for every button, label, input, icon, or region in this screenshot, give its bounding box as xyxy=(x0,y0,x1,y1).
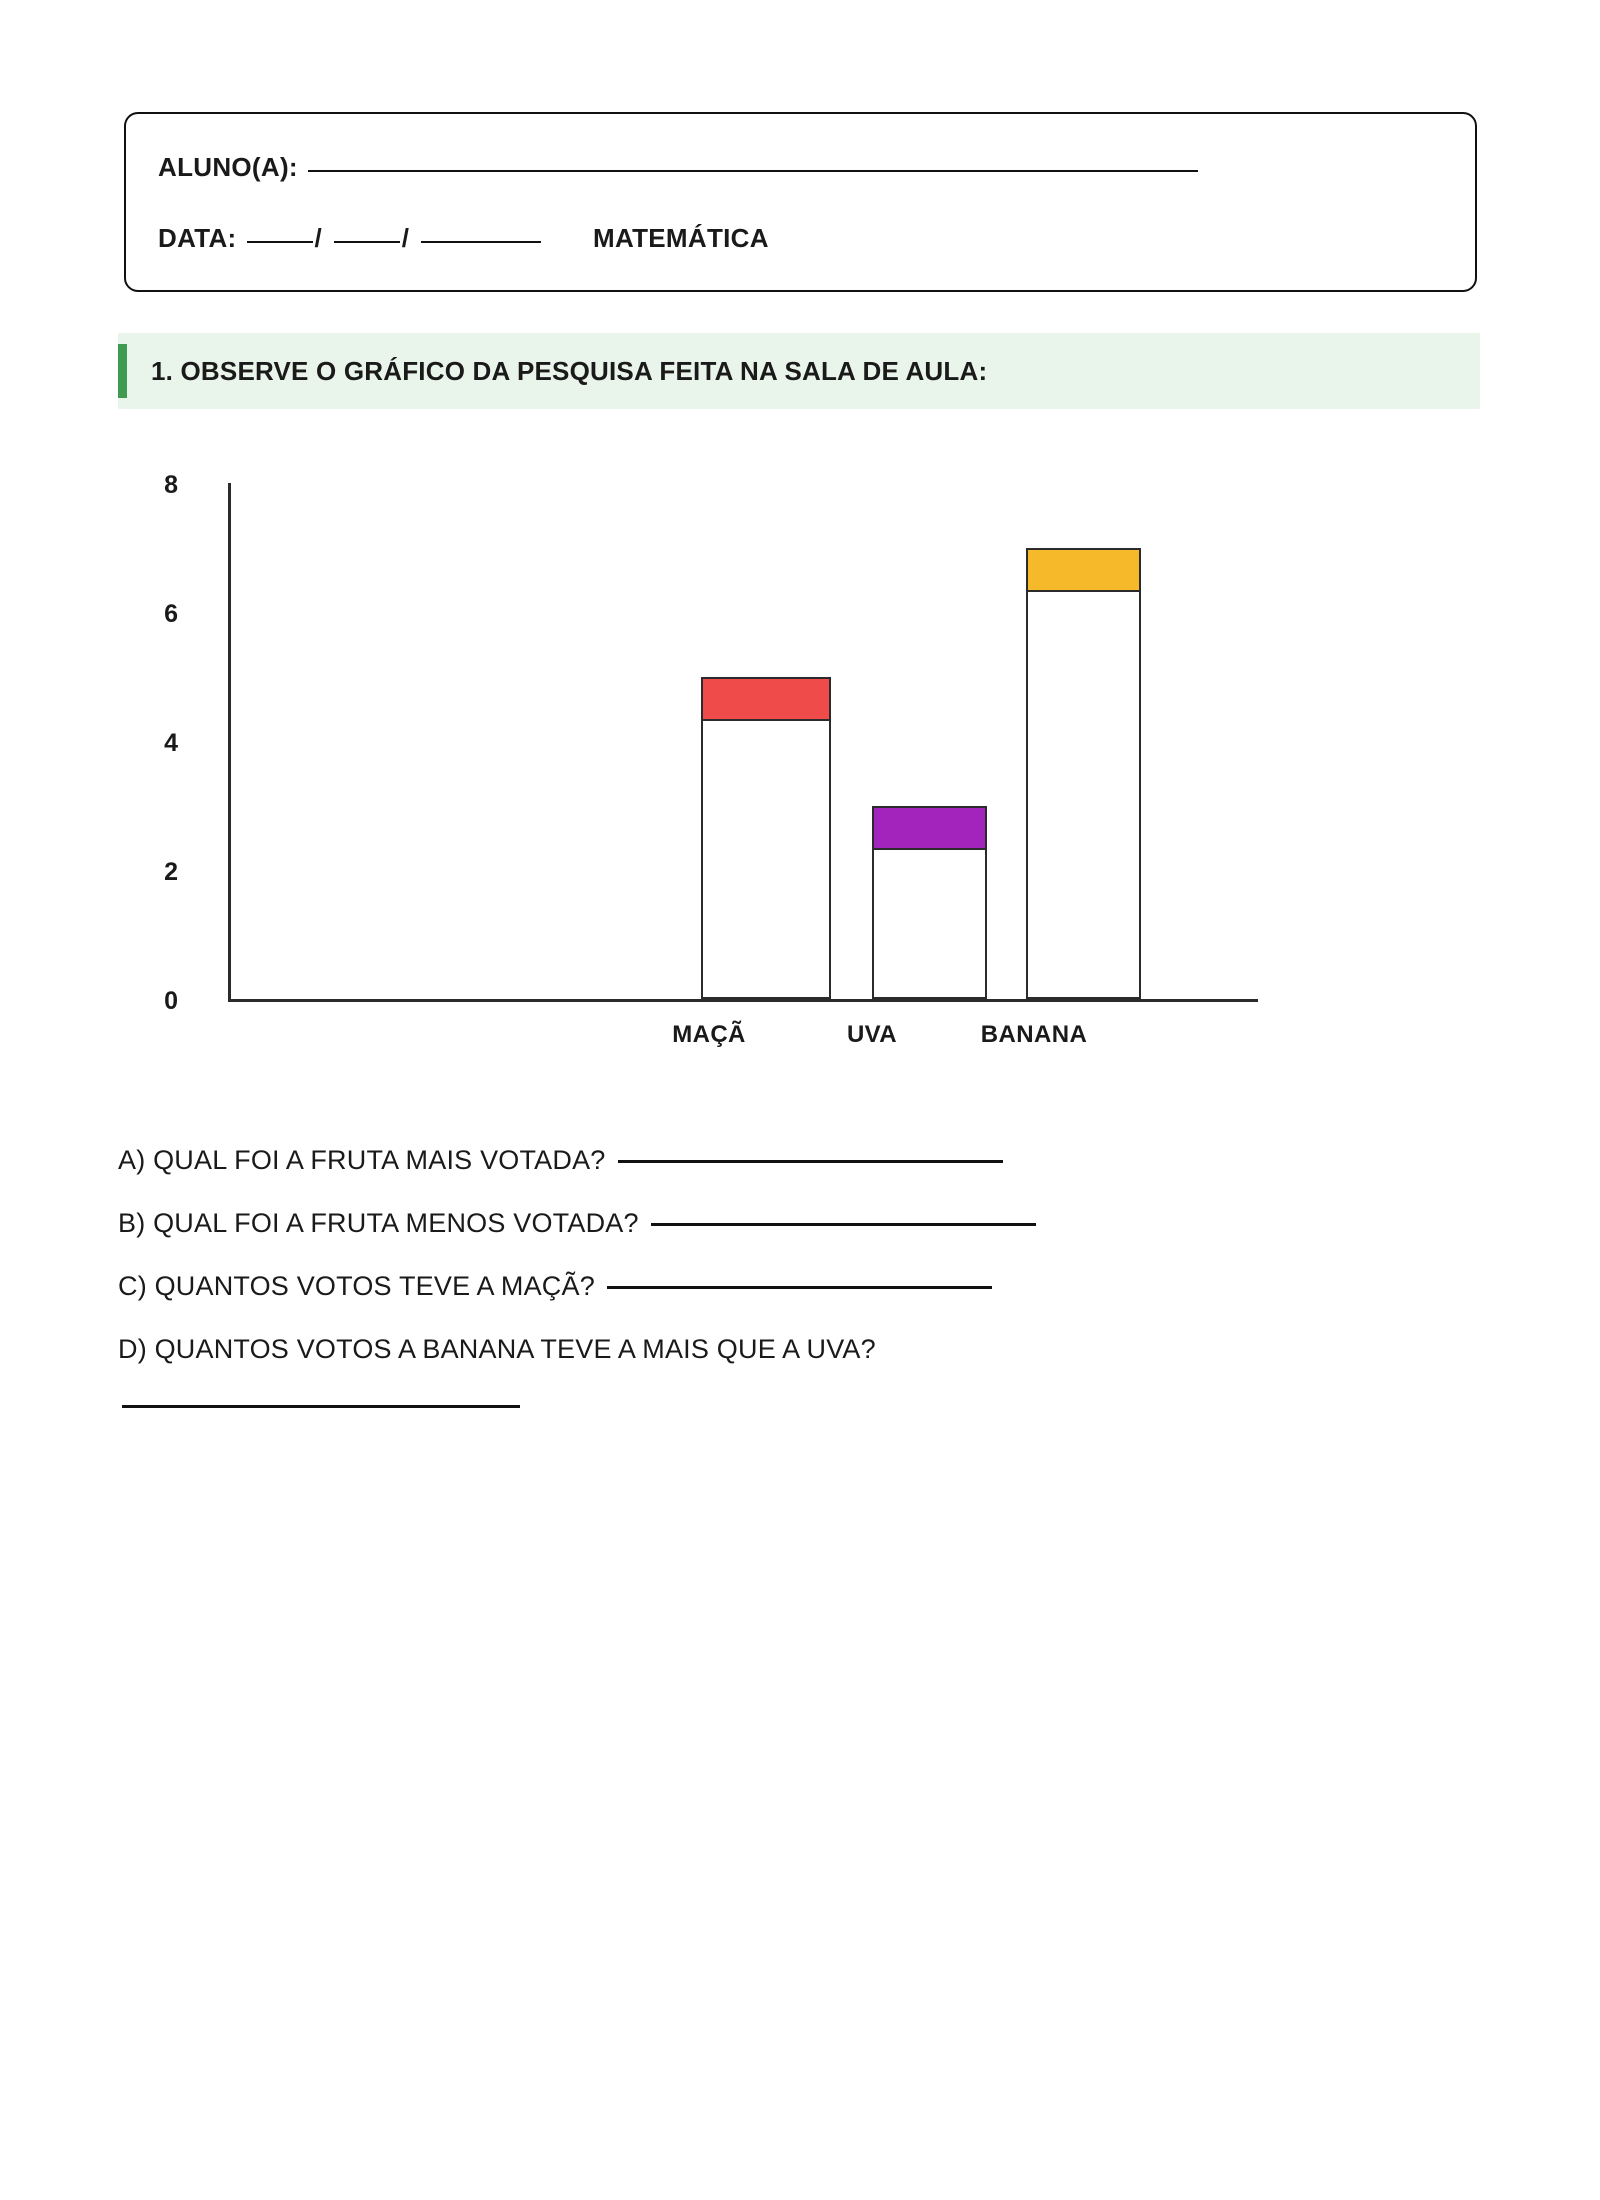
bar-cap-banana xyxy=(1026,548,1141,592)
student-name-input[interactable] xyxy=(308,170,1198,172)
subject-label: MATEMÁTICA xyxy=(592,223,769,253)
student-info-box xyxy=(124,112,1477,292)
subquestion-a xyxy=(118,1145,1478,1176)
subquestion-c-answer-input[interactable] xyxy=(607,1286,992,1289)
x-label-uva: UVA xyxy=(846,1021,898,1048)
date-day-input[interactable] xyxy=(247,241,313,243)
chart-inner xyxy=(124,455,1454,1085)
date-year-input[interactable] xyxy=(421,241,541,243)
banner-accent-bar xyxy=(118,344,127,398)
date-row xyxy=(126,223,1475,254)
x-axis-line xyxy=(228,999,1258,1002)
subquestion-d-answer-input[interactable] xyxy=(122,1405,520,1408)
bar-uva xyxy=(872,806,987,1000)
subquestion-d-text: D) QUANTOS VOTOS A BANANA TEVE A MAIS QUE A UVA? xyxy=(118,1334,876,1364)
date-label: DATA: xyxy=(158,223,237,253)
votes-bar-chart xyxy=(124,455,1454,1085)
subquestion-c xyxy=(118,1271,1478,1302)
subquestion-a-text: A) QUAL FOI A FRUTA MAIS VOTADA? xyxy=(118,1145,606,1175)
subquestion-a-answer-input[interactable] xyxy=(618,1160,1003,1163)
subquestion-b-text: B) QUAL FOI A FRUTA MENOS VOTADA? xyxy=(118,1208,639,1238)
question-banner xyxy=(118,333,1480,409)
question-1-text: 1. OBSERVE O GRÁFICO DA PESQUISA FEITA NA SALA DE AULA: xyxy=(151,355,988,386)
student-name-row xyxy=(126,152,1475,183)
subquestion-b xyxy=(118,1208,1478,1239)
y-tick-8: 8 xyxy=(164,471,178,499)
y-tick-0: 0 xyxy=(164,987,178,1015)
bar-cap-uva xyxy=(872,806,987,850)
bars-area xyxy=(231,483,1258,999)
date-month-input[interactable] xyxy=(334,241,400,243)
y-tick-6: 6 xyxy=(164,600,178,628)
bar-maca xyxy=(701,677,831,1000)
subquestion-d xyxy=(118,1334,1478,1365)
x-label-banana: BANANA xyxy=(980,1021,1088,1048)
x-label-maca: MAÇÃ xyxy=(672,1021,746,1048)
date-separator-2: / xyxy=(401,223,409,253)
y-tick-2: 2 xyxy=(164,858,178,886)
bar-banana xyxy=(1026,548,1141,1000)
subquestions-list xyxy=(118,1145,1478,1408)
date-separator-1: / xyxy=(314,223,322,253)
subquestion-c-text: C) QUANTOS VOTOS TEVE A MAÇÃ? xyxy=(118,1271,595,1301)
bar-cap-maca xyxy=(701,677,831,721)
y-tick-4: 4 xyxy=(164,729,178,757)
student-name-label: ALUNO(A): xyxy=(158,152,298,182)
subquestion-b-answer-input[interactable] xyxy=(651,1223,1036,1226)
